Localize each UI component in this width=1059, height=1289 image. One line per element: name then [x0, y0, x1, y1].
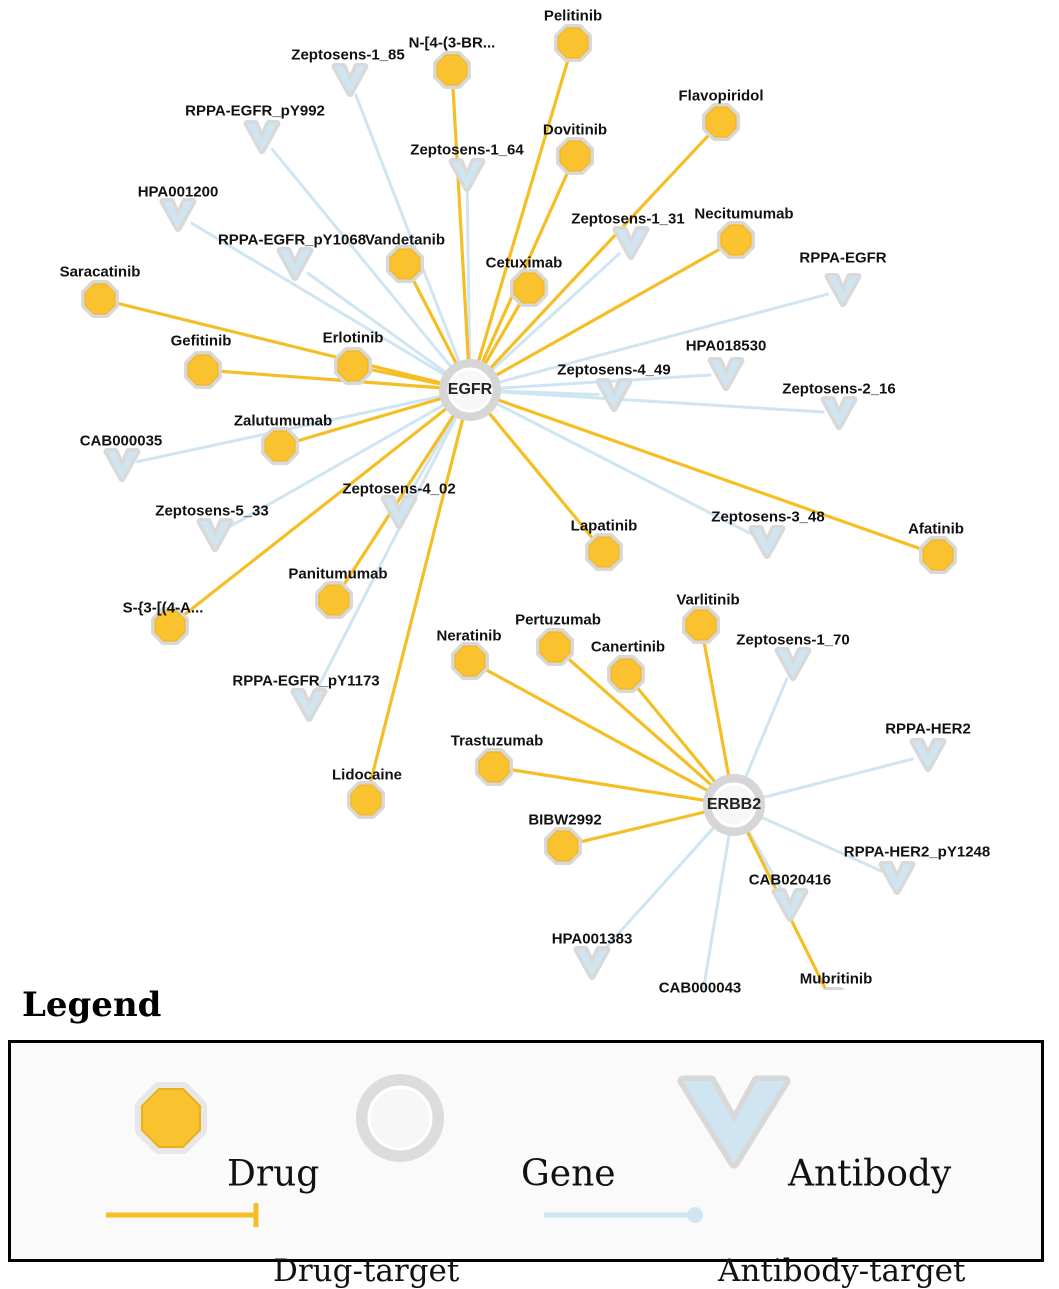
drug-node[interactable]	[265, 431, 295, 461]
node-label: Canertinib	[590, 638, 666, 656]
antibody-node[interactable]	[247, 123, 277, 150]
node-label: Zeptosens-5_33	[155, 502, 269, 520]
node-label: Neratinib	[436, 627, 502, 645]
antibody-node[interactable]	[599, 381, 629, 408]
antibody-node[interactable]	[752, 528, 782, 555]
edge	[746, 679, 787, 778]
node-label: N-[4-(3-BR...	[408, 34, 496, 52]
node-label: Necitumumab	[694, 205, 794, 223]
edge	[703, 835, 729, 990]
antibody-node[interactable]	[280, 250, 310, 277]
antibody-node[interactable]	[711, 360, 741, 387]
edge	[498, 400, 923, 550]
node-label: Zeptosens-1_85	[291, 46, 405, 64]
legend-gene-icon	[362, 1080, 438, 1156]
node-label: S-{3-[(4-A...	[122, 599, 204, 617]
drug-node[interactable]	[437, 55, 467, 85]
edge	[412, 278, 456, 363]
node-label: Lidocaine	[331, 766, 403, 784]
node-label: RPPA-EGFR_pY992	[185, 102, 325, 120]
node-label: Panitumumab	[288, 565, 388, 583]
drug-node[interactable]	[548, 831, 578, 861]
node-label: CAB000035	[79, 432, 163, 450]
edge	[761, 817, 882, 871]
legend-label-drug: Drug	[227, 1153, 320, 1195]
antibody-node[interactable]	[200, 521, 230, 548]
node-label: Flavopiridol	[678, 87, 764, 105]
antibody-node[interactable]	[577, 949, 607, 976]
node-label: RPPA-EGFR_pY1173	[232, 672, 380, 690]
legend-antibody-icon	[683, 1081, 785, 1163]
drug-node[interactable]	[390, 249, 420, 279]
antibody-node[interactable]	[828, 276, 858, 303]
node-label: RPPA-HER2_pY1248	[843, 843, 991, 861]
edge	[763, 759, 912, 798]
node-label: HPA018530	[685, 337, 767, 355]
edges-layer	[116, 58, 923, 990]
drug-node[interactable]	[721, 225, 751, 255]
antibody-node[interactable]	[824, 399, 854, 426]
node-label: RPPA-EGFR	[799, 249, 887, 267]
legend-title: Legend	[22, 985, 162, 1025]
drug-node[interactable]	[338, 351, 368, 381]
drug-node[interactable]	[85, 284, 115, 314]
edge	[356, 95, 459, 362]
drug-node[interactable]	[589, 537, 619, 567]
antibody-node[interactable]	[452, 161, 482, 188]
legend-drug-target-edge	[106, 1203, 256, 1227]
edge	[636, 686, 715, 782]
node-label: HPA001200	[137, 183, 219, 201]
legend-label-antibody: Antibody	[788, 1153, 952, 1195]
node-label: Pelitinib	[543, 7, 603, 25]
antibody-node[interactable]	[913, 741, 943, 768]
node-label: Lapatinib	[570, 517, 638, 535]
legend	[0, 985, 1059, 1289]
drug-node[interactable]	[611, 659, 641, 689]
edge	[479, 58, 569, 361]
node-label: Vandetanib	[364, 231, 446, 249]
drug-node[interactable]	[686, 610, 716, 640]
edge	[489, 413, 594, 540]
antibody-node[interactable]	[778, 650, 808, 677]
node-label: CAB020416	[748, 871, 832, 889]
node-label: Pertuzumab	[515, 611, 601, 629]
node-label: Zeptosens-1_64	[410, 141, 524, 159]
drug-node[interactable]	[155, 611, 185, 641]
antibody-node[interactable]	[107, 451, 137, 478]
node-label: Varlitinib	[676, 591, 740, 609]
node-label: Zeptosens-4_49	[557, 361, 671, 379]
node-label: Cetuximab	[485, 254, 563, 272]
node-label: Trastuzumab	[450, 732, 544, 750]
drug-node[interactable]	[479, 752, 509, 782]
node-label: Dovitinib	[542, 121, 608, 139]
antibody-node[interactable]	[616, 229, 646, 256]
node-label: ERBB2	[706, 796, 762, 813]
node-label: BIBW2992	[528, 811, 602, 829]
node-label: Zeptosens-4_02	[342, 480, 456, 498]
drug-node[interactable]	[706, 107, 736, 137]
node-label: Erlotinib	[322, 329, 384, 347]
node-label: Zeptosens-2_16	[782, 380, 896, 398]
drug-node[interactable]	[540, 632, 570, 662]
node-label: HPA001383	[551, 930, 633, 948]
edge	[749, 831, 783, 891]
antibody-node[interactable]	[882, 864, 912, 891]
node-label: Zeptosens-3_48	[711, 508, 825, 526]
edge	[492, 254, 619, 370]
legend-svg	[11, 1043, 1041, 1259]
antibody-node[interactable]	[775, 891, 805, 918]
drug-node[interactable]	[455, 646, 485, 676]
drug-node[interactable]	[351, 785, 381, 815]
drug-node[interactable]	[514, 273, 544, 303]
edge	[496, 248, 722, 375]
drug-node[interactable]	[923, 540, 953, 570]
edge	[500, 392, 823, 412]
legend-antibody-target-edge	[544, 1207, 703, 1223]
antibody-node[interactable]	[163, 201, 193, 228]
edge	[343, 415, 454, 586]
node-label: Saracatinib	[59, 263, 141, 281]
drug-node[interactable]	[188, 355, 218, 385]
legend-drug-icon	[142, 1089, 200, 1147]
node-label: EGFR	[447, 381, 493, 398]
node-label: Gefitinib	[170, 332, 232, 350]
node-label: RPPA-HER2	[885, 720, 971, 738]
node-label: Zalutumumab	[233, 412, 333, 430]
legend-label-antibody-target: Antibody-target	[718, 1253, 966, 1289]
drug-node[interactable]	[560, 141, 590, 171]
node-label: Zeptosens-1_70	[736, 631, 850, 649]
edge	[308, 273, 446, 372]
edge	[407, 416, 455, 498]
edge	[579, 812, 705, 842]
node-label: CAB000043	[658, 979, 742, 997]
node-label: Mubritinib	[799, 970, 873, 988]
antibody-node[interactable]	[335, 66, 365, 93]
node-label: Afatinib	[908, 520, 964, 538]
edge	[704, 641, 729, 776]
drug-node[interactable]	[319, 585, 349, 615]
drug-node[interactable]	[558, 28, 588, 58]
node-label: RPPA-EGFR_pY1068	[217, 231, 367, 249]
node-label: Zeptosens-1_31	[571, 210, 685, 228]
antibody-node[interactable]	[294, 691, 324, 718]
legend-box	[8, 1040, 1044, 1289]
edge	[603, 827, 714, 951]
legend-label-drug-target: Drug-target	[273, 1253, 460, 1289]
legend-label-gene: Gene	[521, 1153, 616, 1195]
edge	[453, 86, 468, 360]
